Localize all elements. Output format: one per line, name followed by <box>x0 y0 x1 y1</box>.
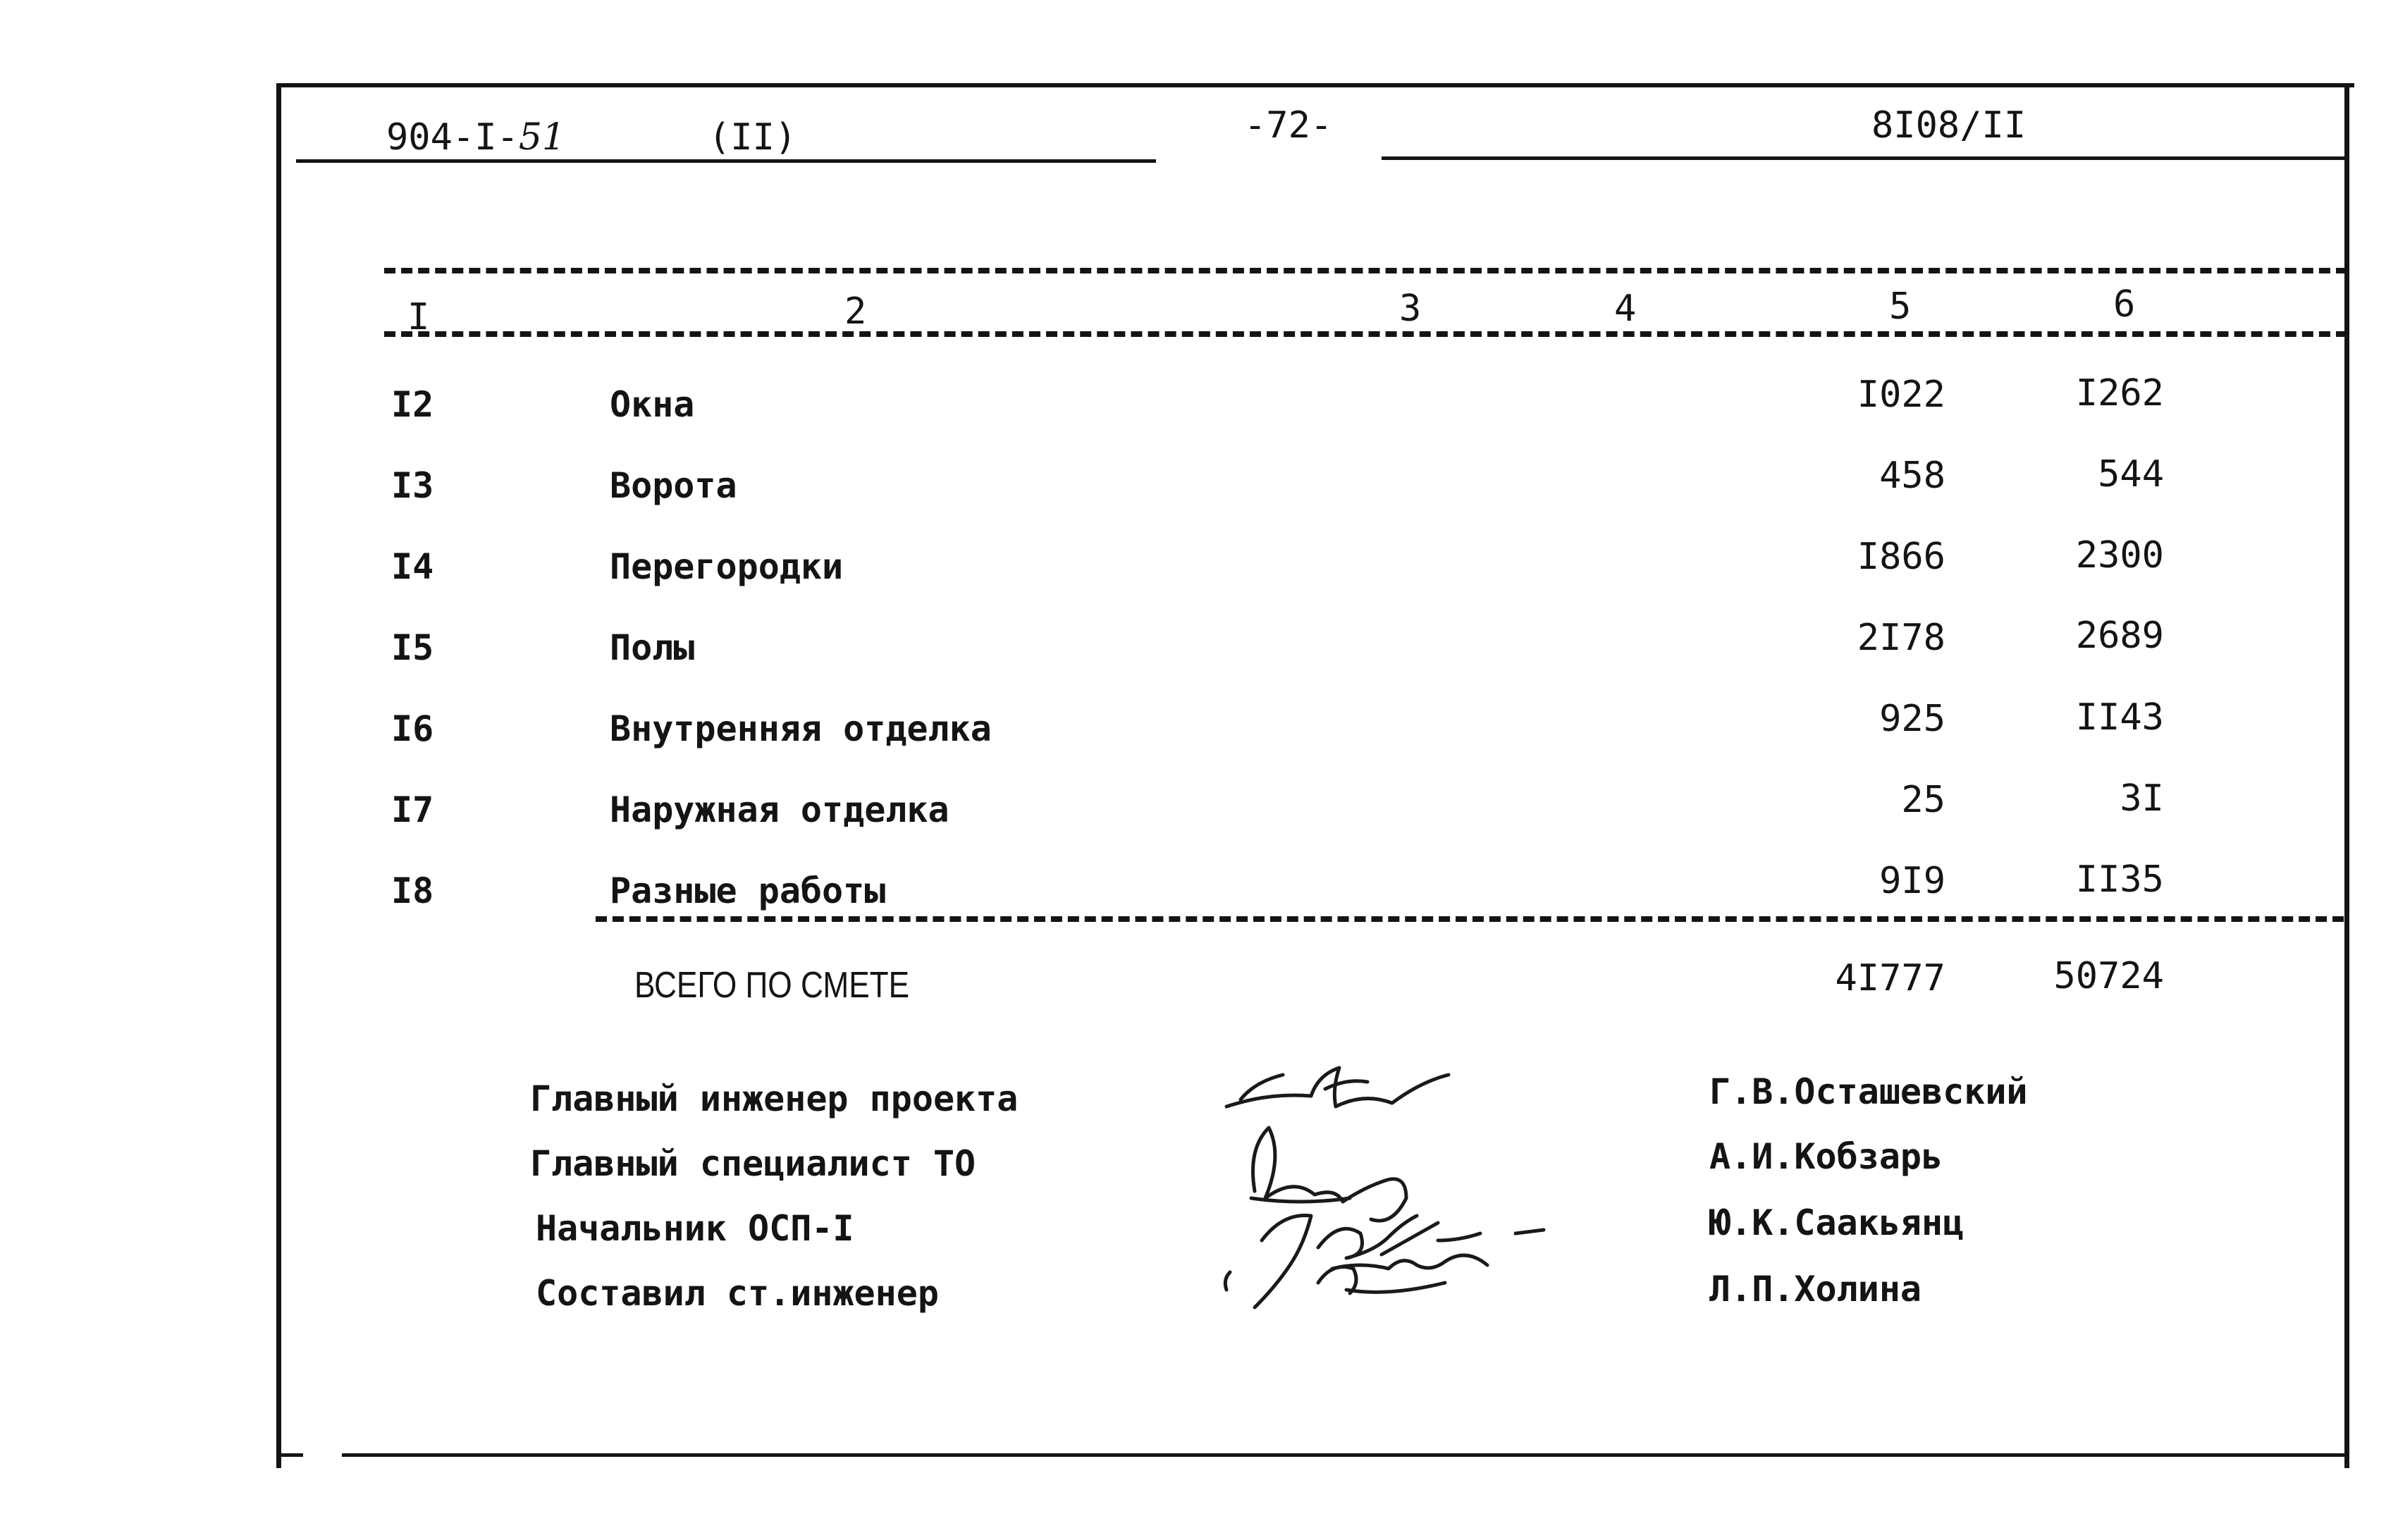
doc-code-printed: 904-I- <box>386 116 519 159</box>
row-number: I7 <box>391 789 434 830</box>
signature-1 <box>1226 1068 1449 1107</box>
total-col6: 50724 <box>2053 955 2164 997</box>
row-number: I6 <box>391 708 434 749</box>
row-col6: 2300 <box>2075 534 2164 577</box>
row-col5: 925 <box>1879 698 1945 740</box>
signer-position: Главный специалист ТО <box>530 1143 976 1184</box>
signer-name: Л.П.Холина <box>1709 1269 1922 1310</box>
doc-code-handwritten: 51 <box>518 116 566 159</box>
row-col5: I866 <box>1857 536 1945 578</box>
signature-2 <box>1251 1128 1406 1221</box>
row-name: Внутренняя отделка <box>610 708 992 749</box>
column-number: 6 <box>2113 283 2136 326</box>
row-col5: 2I78 <box>1857 617 1945 659</box>
row-name: Окна <box>610 384 695 425</box>
total-label: ВСЕГО ПО СМЕТЕ <box>634 965 910 1006</box>
section-label: (II) <box>708 116 797 159</box>
column-number: 3 <box>1399 288 1422 330</box>
row-number: I5 <box>391 627 434 668</box>
row-col5: 458 <box>1879 455 1945 497</box>
row-number: I4 <box>391 546 434 587</box>
row-name: Перегородки <box>610 546 844 587</box>
row-number: I8 <box>391 870 434 911</box>
row-name: Разные работы <box>610 870 886 911</box>
signer-position: Начальник ОСП-I <box>536 1208 854 1249</box>
row-number: I2 <box>391 384 434 425</box>
column-number: I <box>407 296 430 338</box>
signature-4 <box>1225 1255 1487 1293</box>
total-col5: 4I777 <box>1835 957 1945 999</box>
signer-name: Г.В.Осташевский <box>1709 1071 2028 1112</box>
column-number: 2 <box>844 290 867 333</box>
column-number: 5 <box>1889 285 1912 328</box>
row-name: Наружная отделка <box>610 789 949 830</box>
row-number: I3 <box>391 465 434 506</box>
signer-position: Составил ст.инженер <box>536 1273 939 1314</box>
row-col6: 2689 <box>2075 615 2164 657</box>
signer-position: Главный инженер проекта <box>530 1078 1019 1119</box>
row-col6: 544 <box>2098 453 2164 495</box>
row-col6: I262 <box>2075 372 2164 414</box>
signer-name: А.И.Кобзарь <box>1709 1136 1943 1177</box>
row-name: Полы <box>610 627 695 668</box>
row-col6: II43 <box>2075 696 2164 739</box>
column-number: 4 <box>1614 288 1637 330</box>
row-col6: II35 <box>2075 858 2164 901</box>
row-col6: 3I <box>2120 777 2164 820</box>
row-col5: 9I9 <box>1879 860 1945 902</box>
row-col5: 25 <box>1901 779 1945 821</box>
page-number: -72- <box>1244 104 1333 147</box>
signer-name: Ю.К.Саакьянц <box>1709 1202 1964 1243</box>
row-col5: I022 <box>1857 374 1945 416</box>
row-name: Ворота <box>610 465 737 506</box>
sheet-code: 8I08/II <box>1871 104 2027 147</box>
